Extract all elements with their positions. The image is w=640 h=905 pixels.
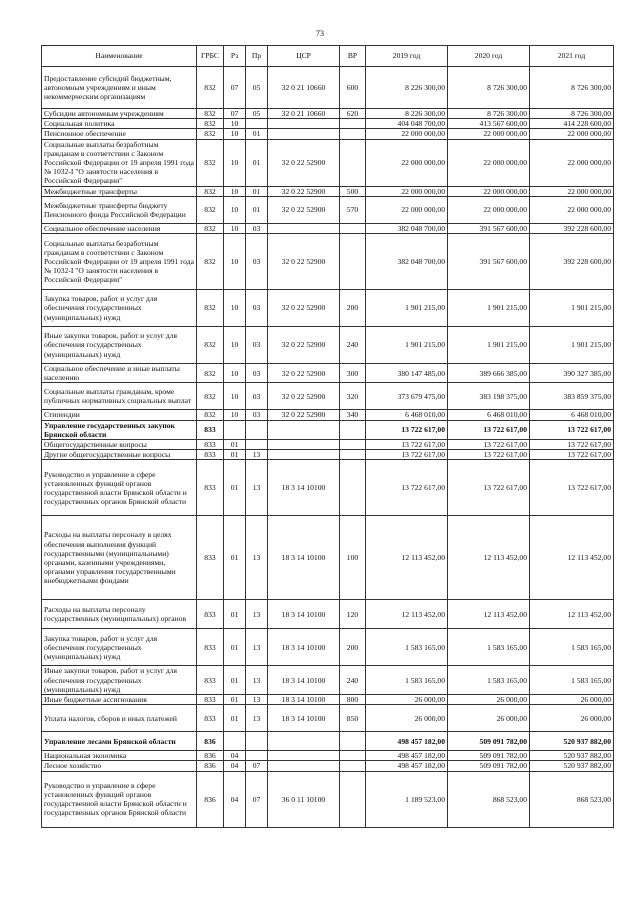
cell-rz [224, 732, 246, 751]
cell-vr [340, 129, 366, 139]
cell-csr [268, 119, 340, 129]
cell-csr: 18 3 14 10100 [268, 666, 340, 695]
cell-csr: 18 3 14 10100 [268, 695, 340, 705]
cell-2019: 1 189 523,00 [366, 771, 448, 827]
cell-2019: 1 583 165,00 [366, 666, 448, 695]
cell-pr: 07 [246, 771, 268, 827]
table-row [42, 327, 614, 364]
cell-rz: 04 [224, 761, 246, 771]
cell-vr [340, 761, 366, 771]
cell-grbs: 832 [197, 67, 224, 109]
cell-2020: 22 000 000,00 [448, 196, 530, 223]
cell-grbs: 832 [197, 410, 224, 420]
cell-pr [246, 420, 268, 439]
cell-name: Закупка товаров, работ и услуг для обеспечения государственных (муниципальных) нужд [42, 290, 197, 327]
cell-2019: 12 113 452,00 [366, 516, 448, 600]
page-number: 73 [316, 29, 324, 38]
cell-pr: 01 [246, 129, 268, 139]
cell-2020: 509 091 782,00 [448, 751, 530, 761]
cell-grbs: 832 [197, 327, 224, 364]
cell-pr: 13 [246, 705, 268, 732]
cell-pr: 01 [246, 139, 268, 186]
cell-2019: 382 048 700,00 [366, 223, 448, 233]
cell-2020: 509 091 782,00 [448, 761, 530, 771]
cell-vr: 240 [340, 666, 366, 695]
cell-csr: 36 0 11 10100 [268, 771, 340, 827]
column-header-grbs: ГРБС [197, 46, 224, 67]
cell-2021: 390 327 385,00 [530, 364, 614, 383]
cell-rz: 10 [224, 129, 246, 139]
cell-2020: 1 901 215,00 [448, 290, 530, 327]
cell-rz: 01 [224, 440, 246, 450]
cell-vr: 570 [340, 196, 366, 223]
cell-pr: 13 [246, 600, 268, 629]
cell-grbs: 836 [197, 771, 224, 827]
cell-2021: 1 583 165,00 [530, 666, 614, 695]
cell-pr: 03 [246, 383, 268, 410]
cell-2020: 26 000,00 [448, 695, 530, 705]
cell-name: Иные закупки товаров, работ и услуг для обеспечения государственных (муниципальных) нужд [42, 327, 197, 364]
cell-csr: 32 0 21 10660 [268, 67, 340, 109]
cell-pr: 01 [246, 186, 268, 196]
cell-2021: 520 937 882,00 [530, 732, 614, 751]
cell-rz: 01 [224, 450, 246, 460]
cell-2021: 6 468 010,00 [530, 410, 614, 420]
table-row [42, 410, 614, 420]
cell-grbs: 836 [197, 732, 224, 751]
column-header-2020: 2020 год [448, 46, 530, 67]
cell-2019: 498 457 182,00 [366, 732, 448, 751]
table-row [42, 109, 614, 119]
cell-2019: 22 000 000,00 [366, 196, 448, 223]
cell-2019: 404 048 700,00 [366, 119, 448, 129]
cell-rz: 01 [224, 705, 246, 732]
cell-vr: 340 [340, 410, 366, 420]
cell-pr: 01 [246, 196, 268, 223]
cell-vr [340, 771, 366, 827]
column-header-name: Наименование [42, 46, 197, 67]
cell-csr [268, 751, 340, 761]
cell-rz: 10 [224, 234, 246, 290]
table-row [42, 450, 614, 460]
cell-csr: 32 0 22 52900 [268, 327, 340, 364]
cell-name: Социальные выплаты гражданам, кроме публичных нормативных социальных выплат [42, 383, 197, 410]
column-header-2019: 2019 год [366, 46, 448, 67]
table-row [42, 129, 614, 139]
table-row [42, 695, 614, 705]
cell-name: Другие общегосударственные вопросы [42, 450, 197, 460]
cell-2020: 413 567 600,00 [448, 119, 530, 129]
cell-grbs: 833 [197, 516, 224, 600]
cell-name: Управление лесами Брянской области [42, 732, 197, 751]
cell-vr: 200 [340, 290, 366, 327]
table-row [42, 440, 614, 450]
cell-name: Предоставление субсидий бюджетным, автономным учреждениям и иным некоммерческим организациям [42, 67, 197, 109]
cell-2021: 13 722 617,00 [530, 460, 614, 516]
cell-2021: 12 113 452,00 [530, 600, 614, 629]
cell-csr [268, 440, 340, 450]
cell-name: Пенсионное обеспечение [42, 129, 197, 139]
cell-pr [246, 119, 268, 129]
cell-name: Социальное обеспечение и иные выплаты населению [42, 364, 197, 383]
cell-name: Закупка товаров, работ и услуг для обеспечения государственных (муниципальных) нужд [42, 629, 197, 666]
table-row [42, 290, 614, 327]
cell-vr: 320 [340, 383, 366, 410]
cell-csr: 18 3 14 10100 [268, 516, 340, 600]
cell-grbs: 836 [197, 761, 224, 771]
cell-2019: 1 901 215,00 [366, 290, 448, 327]
cell-2021: 22 000 000,00 [530, 196, 614, 223]
table-row [42, 732, 614, 751]
cell-2019: 498 457 182,00 [366, 761, 448, 771]
cell-rz: 10 [224, 223, 246, 233]
cell-rz: 10 [224, 364, 246, 383]
cell-pr: 13 [246, 666, 268, 695]
cell-2021: 8 726 300,00 [530, 109, 614, 119]
cell-2019: 8 226 300,00 [366, 67, 448, 109]
cell-rz: 10 [224, 139, 246, 186]
cell-vr: 620 [340, 109, 366, 119]
cell-grbs: 833 [197, 460, 224, 516]
cell-vr [340, 460, 366, 516]
table-body [42, 67, 614, 828]
cell-pr: 13 [246, 629, 268, 666]
cell-vr [340, 751, 366, 761]
cell-2021: 520 937 882,00 [530, 761, 614, 771]
cell-vr: 200 [340, 629, 366, 666]
cell-name: Социальное обеспечение населения [42, 223, 197, 233]
cell-vr [340, 234, 366, 290]
cell-name: Лесное хозяйство [42, 761, 197, 771]
cell-grbs: 832 [197, 139, 224, 186]
cell-vr [340, 450, 366, 460]
cell-name: Расходы на выплаты персоналу государственных (муниципальных) органов [42, 600, 197, 629]
cell-2019: 26 000,00 [366, 695, 448, 705]
cell-rz: 01 [224, 695, 246, 705]
cell-csr: 32 0 22 52900 [268, 410, 340, 420]
table-row [42, 761, 614, 771]
cell-csr: 18 3 14 10100 [268, 460, 340, 516]
cell-rz: 10 [224, 119, 246, 129]
cell-csr: 32 0 22 52900 [268, 186, 340, 196]
cell-grbs: 833 [197, 695, 224, 705]
cell-2020: 22 000 000,00 [448, 139, 530, 186]
cell-grbs: 833 [197, 629, 224, 666]
cell-2019: 6 468 010,00 [366, 410, 448, 420]
cell-2020: 26 000,00 [448, 705, 530, 732]
cell-rz [224, 420, 246, 439]
cell-name: Руководство и управление в сфере установленных функций органов государственной власти Брянской области и государственных органов Брянской области [42, 771, 197, 827]
cell-name: Социальные выплаты безработным гражданам в соответствии с Законом Российской Федерации от 19 апреля 1991 года № 1032-I "О занятости населения в Российской Федерации" [42, 139, 197, 186]
cell-grbs: 832 [197, 234, 224, 290]
cell-2021: 868 523,00 [530, 771, 614, 827]
cell-rz: 01 [224, 460, 246, 516]
cell-2021: 414 228 600,00 [530, 119, 614, 129]
cell-name: Управление государственных закупок Брянской области [42, 420, 197, 439]
column-header-pr: Пр [246, 46, 268, 67]
cell-2021: 22 000 000,00 [530, 139, 614, 186]
cell-vr [340, 223, 366, 233]
cell-grbs: 832 [197, 383, 224, 410]
cell-csr [268, 732, 340, 751]
cell-2021: 13 722 617,00 [530, 450, 614, 460]
cell-2019: 382 048 700,00 [366, 234, 448, 290]
cell-name: Субсидии автономным учреждениям [42, 109, 197, 119]
table-row [42, 67, 614, 109]
cell-rz: 01 [224, 600, 246, 629]
cell-csr: 32 0 22 52900 [268, 290, 340, 327]
cell-pr [246, 440, 268, 450]
cell-csr [268, 129, 340, 139]
table-row [42, 460, 614, 516]
cell-rz: 10 [224, 383, 246, 410]
cell-2019: 8 226 300,00 [366, 109, 448, 119]
cell-grbs: 833 [197, 420, 224, 439]
cell-2020: 8 726 300,00 [448, 109, 530, 119]
cell-2020: 1 583 165,00 [448, 666, 530, 695]
cell-2019: 13 722 617,00 [366, 460, 448, 516]
cell-2019: 22 000 000,00 [366, 129, 448, 139]
cell-2020: 509 091 782,00 [448, 732, 530, 751]
cell-rz: 10 [224, 410, 246, 420]
cell-pr: 03 [246, 364, 268, 383]
cell-grbs: 832 [197, 290, 224, 327]
cell-name: Межбюджетные трансферты бюджету Пенсионного фонда Российской Федерации [42, 196, 197, 223]
cell-pr: 13 [246, 460, 268, 516]
cell-2020: 22 000 000,00 [448, 186, 530, 196]
cell-grbs: 833 [197, 440, 224, 450]
cell-vr: 100 [340, 516, 366, 600]
cell-pr [246, 751, 268, 761]
cell-csr: 18 3 14 10100 [268, 705, 340, 732]
table-row [42, 705, 614, 732]
cell-2020: 12 113 452,00 [448, 516, 530, 600]
cell-2021: 1 901 215,00 [530, 327, 614, 364]
cell-2019: 1 583 165,00 [366, 629, 448, 666]
table-row [42, 139, 614, 186]
cell-name: Общегосударственные вопросы [42, 440, 197, 450]
cell-2019: 498 457 182,00 [366, 751, 448, 761]
cell-name: Стипендии [42, 410, 197, 420]
cell-2020: 389 666 385,00 [448, 364, 530, 383]
cell-csr: 32 0 22 52900 [268, 364, 340, 383]
cell-2019: 22 000 000,00 [366, 186, 448, 196]
cell-2020: 868 523,00 [448, 771, 530, 827]
cell-2020: 8 726 300,00 [448, 67, 530, 109]
cell-rz: 04 [224, 771, 246, 827]
cell-grbs: 832 [197, 223, 224, 233]
cell-2020: 391 567 600,00 [448, 234, 530, 290]
cell-grbs: 832 [197, 109, 224, 119]
cell-pr: 03 [246, 234, 268, 290]
table-row [42, 186, 614, 196]
cell-2020: 12 113 452,00 [448, 600, 530, 629]
cell-2021: 8 726 300,00 [530, 67, 614, 109]
cell-pr: 13 [246, 695, 268, 705]
column-header-rz: Рз [224, 46, 246, 67]
cell-2020: 383 198 375,00 [448, 383, 530, 410]
cell-2019: 26 000,00 [366, 705, 448, 732]
cell-2020: 1 583 165,00 [448, 629, 530, 666]
cell-2021: 520 937 882,00 [530, 751, 614, 761]
cell-grbs: 832 [197, 196, 224, 223]
cell-vr: 500 [340, 186, 366, 196]
cell-grbs: 832 [197, 119, 224, 129]
cell-csr: 18 3 14 10100 [268, 600, 340, 629]
cell-pr: 05 [246, 67, 268, 109]
column-header-vr: ВР [340, 46, 366, 67]
cell-csr: 32 0 22 52900 [268, 196, 340, 223]
cell-2021: 22 000 000,00 [530, 129, 614, 139]
cell-pr: 03 [246, 410, 268, 420]
cell-2021: 383 859 375,00 [530, 383, 614, 410]
table-row [42, 600, 614, 629]
cell-grbs: 832 [197, 364, 224, 383]
cell-2019: 13 722 617,00 [366, 450, 448, 460]
cell-2019: 380 147 485,00 [366, 364, 448, 383]
cell-csr: 32 0 22 52900 [268, 234, 340, 290]
table-row [42, 119, 614, 129]
cell-2021: 13 722 617,00 [530, 440, 614, 450]
cell-name: Иные бюджетные ассигнования [42, 695, 197, 705]
cell-csr [268, 761, 340, 771]
table-row [42, 364, 614, 383]
cell-name: Национальная экономика [42, 751, 197, 761]
table-row [42, 629, 614, 666]
cell-pr [246, 732, 268, 751]
cell-pr: 13 [246, 516, 268, 600]
cell-name: Иные закупки товаров, работ и услуг для обеспечения государственных (муниципальных) нужд [42, 666, 197, 695]
table-row [42, 196, 614, 223]
cell-2021: 26 000,00 [530, 705, 614, 732]
cell-2020: 13 722 617,00 [448, 440, 530, 450]
cell-rz: 10 [224, 196, 246, 223]
cell-vr: 800 [340, 695, 366, 705]
cell-vr: 240 [340, 327, 366, 364]
cell-2020: 13 722 617,00 [448, 450, 530, 460]
cell-pr: 13 [246, 450, 268, 460]
table-row [42, 383, 614, 410]
cell-2021: 22 000 000,00 [530, 186, 614, 196]
cell-2021: 12 113 452,00 [530, 516, 614, 600]
column-header-2021: 2021 год [530, 46, 614, 67]
cell-2020: 22 000 000,00 [448, 129, 530, 139]
cell-grbs: 833 [197, 666, 224, 695]
cell-vr: 120 [340, 600, 366, 629]
cell-rz: 04 [224, 751, 246, 761]
cell-rz: 07 [224, 109, 246, 119]
table-row [42, 234, 614, 290]
cell-name: Расходы на выплаты персоналу в целях обеспечения выполнения функций государственными (муниципальными) органами, казенными учреждениями, органами управления государственными внебюджетными фондами [42, 516, 197, 600]
cell-2020: 13 722 617,00 [448, 420, 530, 439]
cell-2020: 13 722 617,00 [448, 460, 530, 516]
table-row [42, 420, 614, 439]
cell-2019: 13 722 617,00 [366, 420, 448, 439]
cell-grbs: 832 [197, 186, 224, 196]
cell-2019: 373 679 475,00 [366, 383, 448, 410]
cell-vr: 850 [340, 705, 366, 732]
table-row [42, 223, 614, 233]
cell-2021: 1 901 215,00 [530, 290, 614, 327]
cell-vr [340, 119, 366, 129]
cell-2020: 391 567 600,00 [448, 223, 530, 233]
cell-csr: 18 3 14 10100 [268, 629, 340, 666]
cell-vr: 600 [340, 67, 366, 109]
cell-rz: 10 [224, 186, 246, 196]
cell-pr: 07 [246, 761, 268, 771]
cell-pr: 05 [246, 109, 268, 119]
table-row [42, 516, 614, 600]
cell-2019: 13 722 617,00 [366, 440, 448, 450]
budget-table [41, 45, 614, 828]
cell-pr: 03 [246, 290, 268, 327]
cell-2021: 13 722 617,00 [530, 420, 614, 439]
cell-name: Уплата налогов, сборов и иных платежей [42, 705, 197, 732]
table-row [42, 751, 614, 761]
cell-2020: 6 468 010,00 [448, 410, 530, 420]
cell-2019: 12 113 452,00 [366, 600, 448, 629]
cell-csr [268, 450, 340, 460]
cell-2021: 1 583 165,00 [530, 629, 614, 666]
cell-rz: 10 [224, 290, 246, 327]
cell-grbs: 833 [197, 705, 224, 732]
cell-grbs: 832 [197, 129, 224, 139]
cell-csr: 32 0 22 52900 [268, 139, 340, 186]
cell-rz: 01 [224, 516, 246, 600]
cell-pr: 03 [246, 327, 268, 364]
table-row [42, 771, 614, 827]
cell-rz: 01 [224, 666, 246, 695]
cell-grbs: 836 [197, 751, 224, 761]
column-header-csr: ЦСР [268, 46, 340, 67]
cell-vr: 300 [340, 364, 366, 383]
cell-2021: 392 228 600,00 [530, 223, 614, 233]
cell-2021: 26 000,00 [530, 695, 614, 705]
cell-2019: 22 000 000,00 [366, 139, 448, 186]
cell-2019: 1 901 215,00 [366, 327, 448, 364]
cell-rz: 07 [224, 67, 246, 109]
cell-2020: 1 901 215,00 [448, 327, 530, 364]
cell-vr [340, 732, 366, 751]
cell-rz: 01 [224, 629, 246, 666]
cell-csr: 32 0 22 52900 [268, 383, 340, 410]
cell-grbs: 833 [197, 450, 224, 460]
cell-grbs: 833 [197, 600, 224, 629]
cell-vr [340, 139, 366, 186]
cell-csr [268, 420, 340, 439]
cell-rz: 10 [224, 327, 246, 364]
cell-vr [340, 440, 366, 450]
cell-name: Руководство и управление в сфере установленных функций органов государственной власти Брянской области и государственных органов Брянской области [42, 460, 197, 516]
cell-name: Межбюджетные трансферты [42, 186, 197, 196]
cell-csr [268, 223, 340, 233]
cell-vr [340, 420, 366, 439]
cell-pr: 03 [246, 223, 268, 233]
cell-2021: 392 228 600,00 [530, 234, 614, 290]
table-header-row [42, 46, 614, 67]
cell-csr: 32 0 21 10660 [268, 109, 340, 119]
cell-name: Социальная политика [42, 119, 197, 129]
table-row [42, 666, 614, 695]
cell-name: Социальные выплаты безработным гражданам в соответствии с Законом Российской Федерации от 19 апреля 1991 года № 1032-I "О занятости населения в Российской Федерации" [42, 234, 197, 290]
